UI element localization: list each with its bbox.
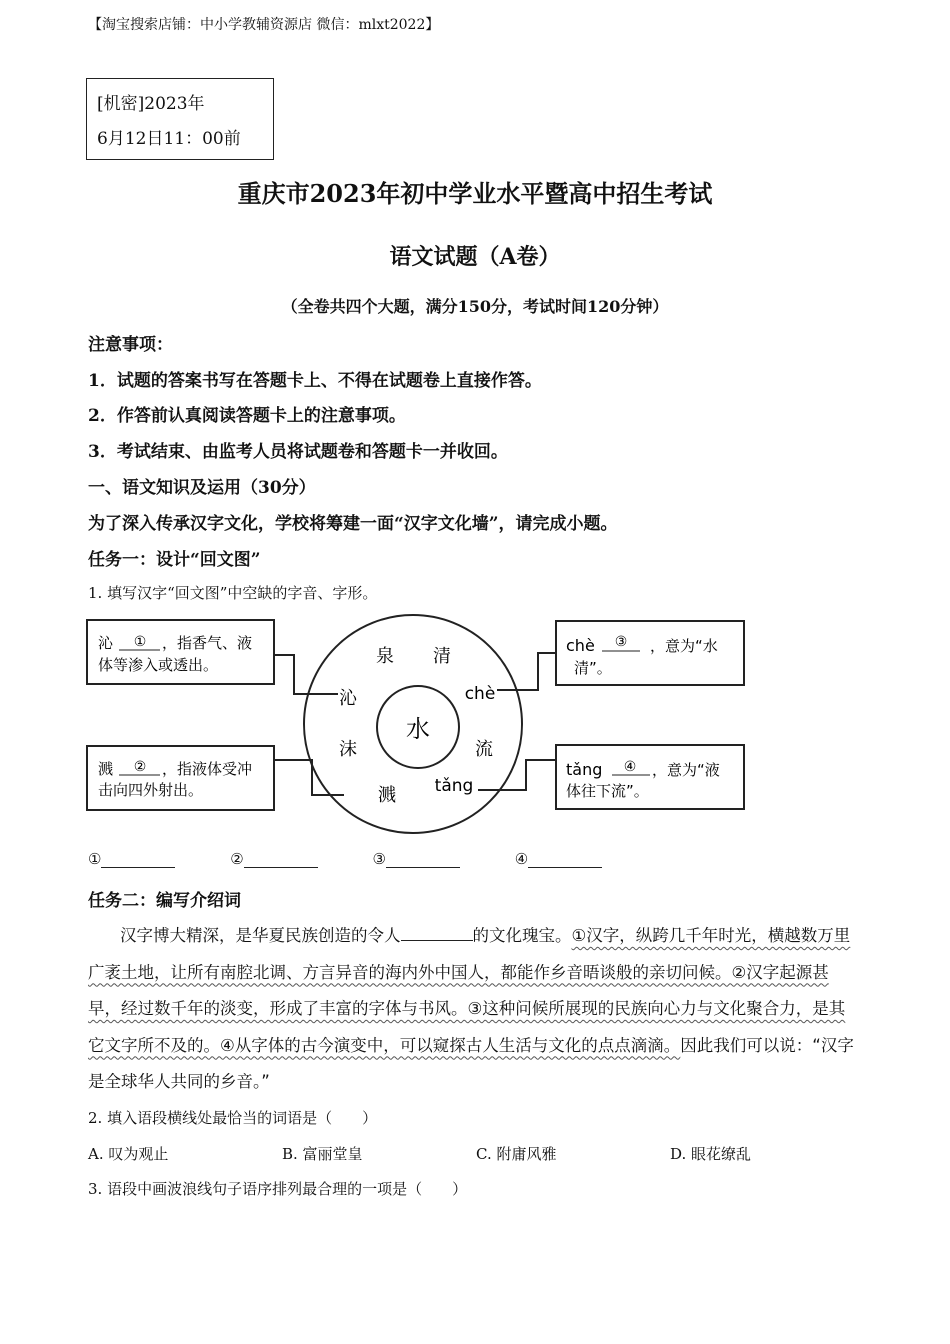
ring-char-1: 泉 (376, 646, 394, 667)
passage-part-2: 的文化瑰宝。 (472, 926, 572, 945)
passage (88, 918, 860, 1101)
passage-wavy-sentences: ①汉字，纵跨几千年时光，横越数万里广袤土地，让所有南腔北调、方言异音的海内外中国人，都能作乡音晤谈般的亲切问候。②汉字起源甚早，经过数千年的淡变，形成了丰富的字体与书风。③这种问候所展现的民族向心力与文化聚合力，是其它文字所不及的。④从字体的古今演变中，可以窥探古人生活与文化的点点滴滴。 (88, 926, 851, 1055)
fill-label-2: ② (230, 850, 244, 868)
ring-char-5: tǎng (434, 776, 474, 796)
box-4-char: tǎng (566, 760, 603, 779)
secret-line-1: [机密]2023年 (97, 94, 205, 114)
fill-blank-4[interactable] (528, 853, 602, 868)
notice-1: 1．试题的答案书写在答题卡上、不得在试题卷上直接作答。 (88, 371, 542, 391)
exam-info: （全卷共四个大题，满分150分，考试时间120分钟） (281, 297, 669, 316)
intro-text: 为了深入传承汉字文化，学校将筹建一面“汉字文化墙”，请完成小题。 (88, 514, 618, 534)
box-3-num: ③ (614, 634, 628, 650)
ring-char-3: chè (464, 684, 496, 704)
header-note: 【淘宝搜索店铺：中小学教辅资源店 微信：mlxt2022】 (88, 17, 440, 33)
box-4-desc: ，意为“液 (652, 761, 720, 779)
fill-blank-1[interactable] (101, 853, 175, 868)
q2-option-d[interactable]: D. 眼花缭乱 (670, 1145, 752, 1163)
secret-line-2: 6月12日11：00前 (97, 129, 241, 149)
box-3-desc-2: 清”。 (574, 659, 612, 677)
passage-part-1: 汉字博大精深，是华夏民族创造的令人 (120, 926, 401, 945)
question-1: 1. 填写汉字“回文图”中空缺的字音、字形。 (88, 584, 378, 602)
center-char: 水 (406, 715, 430, 743)
box-4-num: ④ (623, 759, 637, 775)
box-1-frame (87, 620, 274, 684)
connector-3 (497, 653, 556, 690)
box-2-frame (87, 746, 274, 810)
box-2-num: ② (133, 759, 147, 775)
section-heading: 一、语文知识及运用（30分） (88, 478, 316, 498)
ring-char-4: 流 (475, 739, 493, 760)
box-2-desc: ，指液体受冲 (162, 760, 253, 778)
connector-1 (274, 655, 338, 694)
fill-label-4: ④ (514, 850, 529, 868)
box-1-desc: ，指香气、液 (162, 634, 253, 652)
q2-option-b[interactable]: B. 富丽堂皇 (282, 1145, 363, 1163)
notice-2: 2．作答前认真阅读答题卡上的注意事项。 (88, 406, 406, 426)
box-3-char: chè (566, 636, 595, 655)
box-4-desc-2: 体往下流”。 (566, 782, 649, 800)
ring-char-2: 清 (433, 646, 451, 667)
notice-3: 3．考试结束、由监考人员将试题卷和答题卡一并收回。 (88, 442, 508, 462)
box-2-desc-2: 击向四外射出。 (98, 781, 204, 799)
passage-part-3: 因此我们可以说：“汉字是全球华人共同的乡音。” (88, 1035, 854, 1091)
box-1-char: 沁 (98, 634, 114, 652)
task-1-heading: 任务一：设计“回文图” (88, 550, 261, 570)
passage-blank[interactable] (401, 926, 473, 941)
question-2: 2. 填入语段横线处最恰当的词语是（ ） (88, 1109, 378, 1127)
fill-label-1: ① (88, 850, 102, 868)
box-3-desc: ，意为“水 (650, 637, 718, 655)
task-2-heading: 任务二：编写介绍词 (88, 891, 241, 911)
box-1-desc-2: 体等渗入或透出。 (98, 656, 219, 674)
exam-title: 重庆市2023年初中学业水平暨高中招生考试 (237, 179, 713, 208)
question-3: 3. 语段中画波浪线句子语序排列最合理的一项是（ ） (88, 1180, 468, 1198)
ring-char-6: 溅 (378, 785, 396, 806)
fill-row (88, 850, 652, 868)
connector-2 (274, 760, 344, 795)
notice-heading: 注意事项： (88, 335, 173, 355)
connector-4 (478, 760, 556, 790)
box-1-num: ① (133, 634, 147, 650)
fill-blank-2[interactable] (244, 853, 318, 868)
fill-label-3: ③ (372, 850, 386, 868)
box-2-char: 溅 (98, 760, 114, 778)
ring-char-7: 沫 (339, 739, 357, 760)
q2-option-a[interactable]: A. 叹为观止 (88, 1145, 169, 1163)
exam-subtitle: 语文试题（A卷） (389, 244, 561, 270)
q2-option-c[interactable]: C. 附庸风雅 (476, 1145, 557, 1163)
ring-char-8: 沁 (339, 688, 357, 709)
fill-blank-3[interactable] (386, 853, 460, 868)
